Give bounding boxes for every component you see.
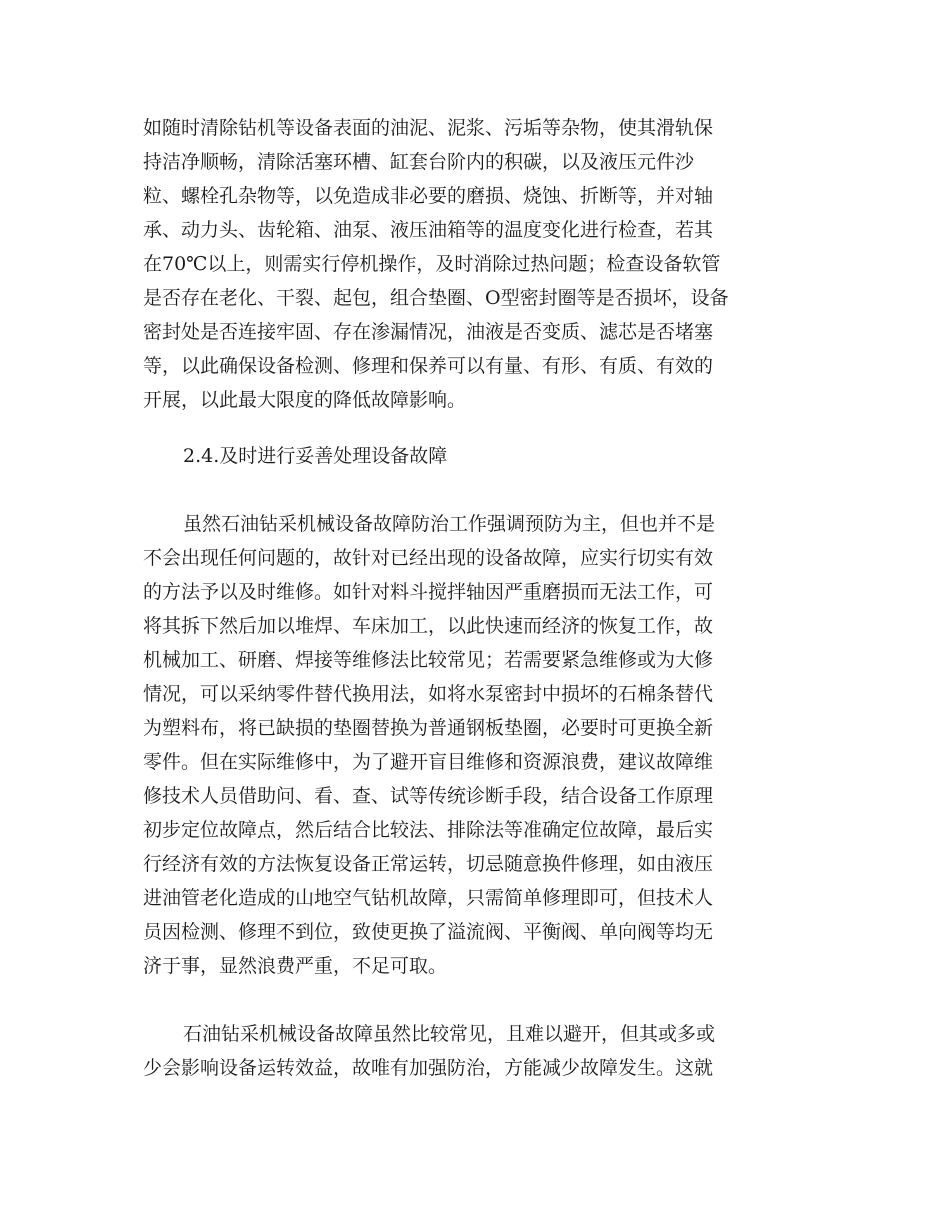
paragraph-1-line-9: 开展，以此最大限度的降低故障影响。 <box>143 389 467 411</box>
paragraph-2-line-12: 进油管老化造成的山地空气钻机故障，只需简单修理即可，但技术人 <box>143 887 714 909</box>
paragraph-1-line-7: 密封处是否连接牢固、存在渗漏情况，油液是否变质、滤芯是否堵塞 <box>143 321 714 343</box>
paragraph-1-line-8: 等，以此确保设备检测、修理和保养可以有量、有形、有质、有效的 <box>143 355 714 377</box>
paragraph-3-line-2: 少会影响设备运转效益，故唯有加强防治，方能减少故障发生。这就 <box>143 1057 714 1079</box>
paragraph-2-line-8: 零件。但在实际维修中，为了避开盲目维修和资源浪费，建议故障维 <box>143 751 714 773</box>
section-heading: 2.4.及时进行妥善处理设备故障 <box>183 445 448 467</box>
paragraph-2-line-1: 虽然石油钻采机械设备故障防治工作强调预防为主，但也并不是 <box>183 513 716 535</box>
paragraph-2-line-4: 将其拆下然后加以堆焊、车床加工，以此快速而经济的恢复工作，故 <box>143 615 714 637</box>
paragraph-2-line-2: 不会出现任何问题的，故针对已经出现的设备故障，应实行切实有效 <box>143 547 714 569</box>
paragraph-2-line-5: 机械加工、研磨、焊接等维修法比较常见；若需要紧急维修或为大修 <box>143 649 714 671</box>
paragraph-2-line-13: 员因检测、修理不到位，致使更换了溢流阀、平衡阀、单向阀等均无 <box>143 921 714 943</box>
paragraph-2-line-11: 行经济有效的方法恢复设备正常运转，切忌随意换件修理，如由液压 <box>143 853 714 875</box>
paragraph-2-line-6: 情况，可以采纳零件替代换用法，如将水泵密封中损坏的石棉条替代 <box>143 683 714 705</box>
paragraph-2-line-14: 济于事，显然浪费严重，不足可取。 <box>143 955 448 977</box>
paragraph-3-line-1: 石油钻采机械设备故障虽然比较常见，且难以避开，但其或多或 <box>183 1023 716 1045</box>
paragraph-1-line-2: 持洁净顺畅，清除活塞环槽、缸套台阶内的积碳，以及液压元件沙 <box>143 151 695 173</box>
paragraph-1-line-6: 是否存在老化、干裂、起包，组合垫圈、O型密封圈等是否损坏，设备 <box>143 287 729 309</box>
paragraph-1-line-4: 承、动力头、齿轮箱、油泵、液压油箱等的温度变化进行检查，若其 <box>143 219 714 241</box>
paragraph-1-line-5: 在70℃以上，则需实行停机操作，及时消除过热问题；检查设备软管 <box>143 253 721 275</box>
paragraph-2-line-7: 为塑料布，将已缺损的垫圈替换为普通钢板垫圈，必要时可更换全新 <box>143 717 714 739</box>
paragraph-1-line-1: 如随时清除钻机等设备表面的油泥、泥浆、污垢等杂物，使其滑轨保 <box>143 117 714 139</box>
paragraph-2-line-3: 的方法予以及时维修。如针对料斗搅拌轴因严重磨损而无法工作，可 <box>143 581 714 603</box>
paragraph-1-line-3: 粒、螺栓孔杂物等，以免造成非必要的磨损、烧蚀、折断等，并对轴 <box>143 185 714 207</box>
paragraph-2-line-10: 初步定位故障点，然后结合比较法、排除法等准确定位故障，最后实 <box>143 819 714 841</box>
paragraph-2-line-9: 修技术人员借助问、看、查、试等传统诊断手段，结合设备工作原理 <box>143 785 714 807</box>
